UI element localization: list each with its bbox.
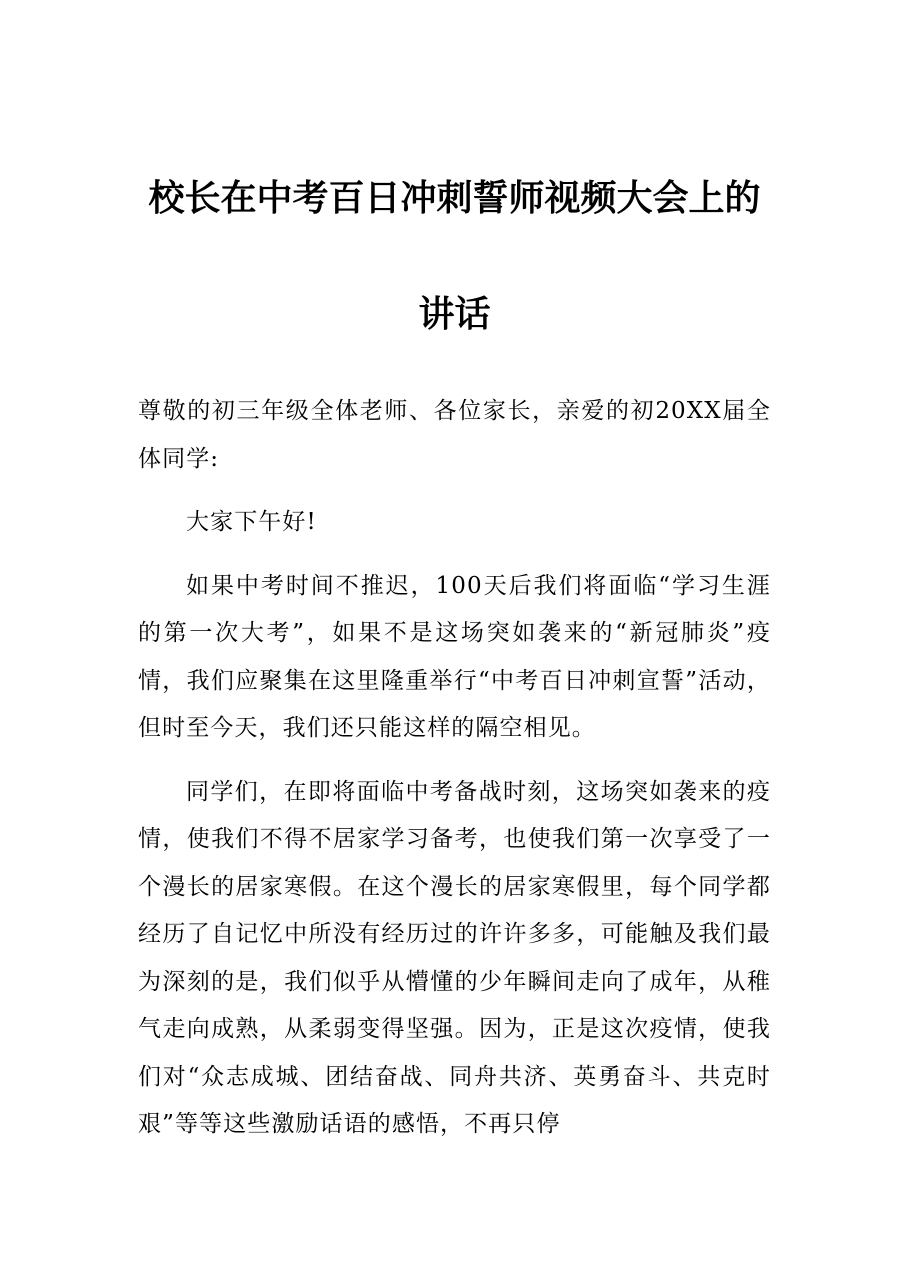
salutation: 尊敬的初三年级全体老师、各位家长，亲爱的初20XX届全体同学: [138, 398, 771, 472]
paragraph: 同学们，在即将面临中考备战时刻，这场突如袭来的疫情，使我们不得不居家学习备考，也使我们第一次享受了一个漫长的居家寒假。在这个漫长的居家寒假里，每个同学都经历了自记忆中所没有经历过的许许多多，可能触及我们最为深刻的是，我们似乎从懵懂的少年瞬间走向了成年，从稚气走向成熟，从柔弱变得坚强。因为，正是这次疫情，使我们对“众志成城、团结奋战、同舟共济、英勇奋斗、共克时艰”等等这些激励话语的感悟，不再只停 [138, 778, 771, 1137]
greeting: 大家下午好! [186, 509, 317, 535]
paragraph: 如果中考时间不推迟，100天后我们将面临“学习生涯的第一次大考”，如果不是这场突如袭来的“新冠肺炎”疫情，我们应聚集在这里隆重举行“中考百日冲刺宣誓”活动，但时至今天，我们还只能这样的隔空相见。 [138, 572, 771, 741]
document-body [138, 388, 771, 1165]
document-title: 校长在中考百日冲刺誓师视频大会上的讲话 [148, 177, 761, 335]
